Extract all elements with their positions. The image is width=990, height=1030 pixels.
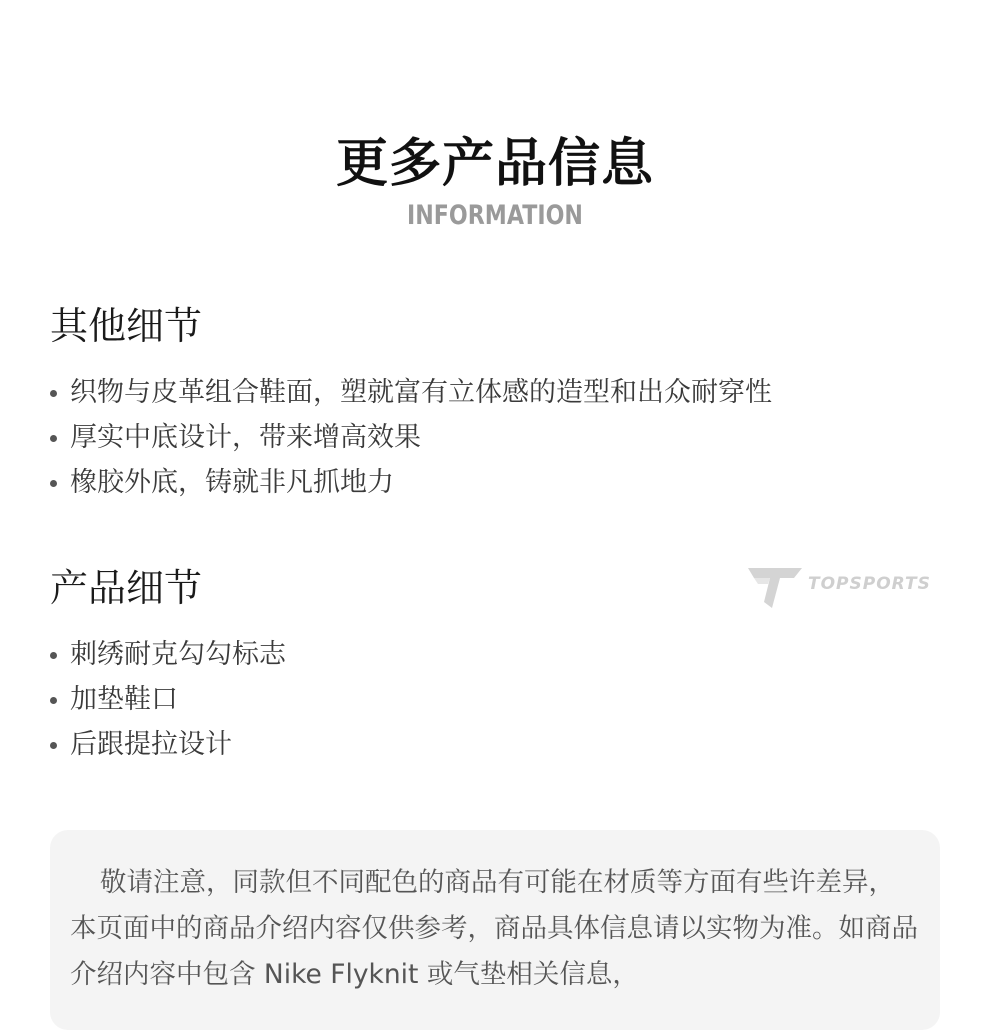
list-item: [50, 370, 930, 415]
bullet-icon: [50, 652, 57, 659]
section-title: 产品细节: [50, 566, 203, 610]
bullet-icon: [50, 697, 57, 704]
bullet-icon: [50, 480, 57, 487]
list-item-text: 后跟提拉设计: [70, 729, 232, 760]
list-item: [50, 722, 930, 767]
logo-text: TOPSPORTS: [808, 574, 931, 594]
notice-box: [50, 830, 940, 1030]
topsports-t-logo-icon: [746, 562, 806, 614]
section-other-details: [50, 300, 930, 505]
topsports-logo: [746, 562, 936, 614]
detail-list: [50, 632, 930, 767]
list-item-text: 加垫鞋口: [70, 684, 178, 715]
list-item-text: 橡胶外底，铸就非凡抓地力: [70, 467, 394, 498]
detail-list: [50, 370, 930, 505]
page-title: 更多产品信息: [335, 134, 654, 194]
bullet-icon: [50, 435, 57, 442]
section-title: 其他细节: [50, 304, 203, 348]
bullet-icon: [50, 742, 57, 749]
list-item: [50, 632, 930, 677]
list-item-text: 厚实中底设计，带来增高效果: [70, 422, 421, 453]
bullet-icon: [50, 390, 57, 397]
list-item-text: 刺绣耐克勾勾标志: [70, 639, 286, 670]
list-item: [50, 415, 930, 460]
notice-text: 敬请注意，同款但不同配色的商品有可能在材质等方面有些许差异，本页面中的商品介绍内容仅供参考，商品具体信息请以实物为准。如商品介绍内容中包含 Nike Flyknit 或气垫相关信息，: [70, 867, 918, 990]
list-item: [50, 460, 930, 505]
list-item-text: 织物与皮革组合鞋面，塑就富有立体感的造型和出众耐穿性: [70, 377, 772, 408]
page-subtitle: INFORMATION: [407, 200, 583, 231]
list-item: [50, 677, 930, 722]
